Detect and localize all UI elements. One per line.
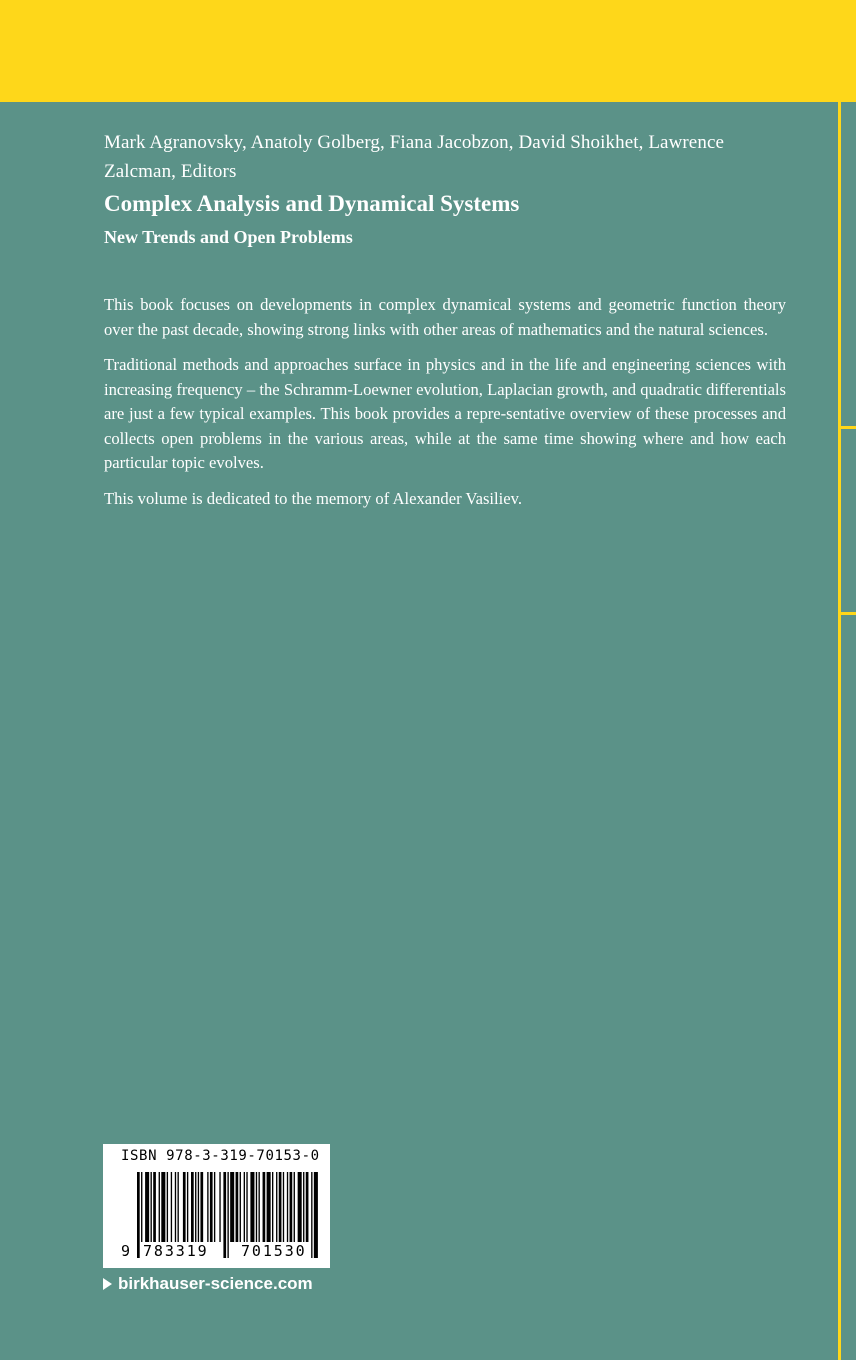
barcode-bar	[276, 1172, 277, 1242]
barcode-bar	[219, 1172, 220, 1242]
barcode-bar	[171, 1172, 172, 1242]
barcode-bar	[178, 1172, 179, 1242]
barcode-bar	[306, 1172, 309, 1242]
barcode-bar	[250, 1172, 254, 1242]
barcode-bar	[153, 1172, 156, 1242]
barcode-bar	[230, 1172, 234, 1242]
barcode-bar	[183, 1172, 186, 1242]
isbn-barcode	[103, 1144, 330, 1268]
barcode-bar	[236, 1172, 239, 1242]
spine-tick-lower	[841, 612, 856, 615]
barcode-bar	[210, 1172, 213, 1242]
barcode-bar	[246, 1172, 247, 1242]
barcode-bar	[207, 1172, 208, 1242]
book-subtitle: New Trends and Open Problems	[104, 227, 353, 247]
barcode-bar	[200, 1172, 203, 1242]
barcode-bar	[198, 1172, 199, 1242]
description-block	[104, 293, 786, 522]
barcode-bar	[314, 1172, 318, 1258]
spine-edge-line	[838, 102, 841, 1360]
ean-right-digits: 701530	[241, 1242, 307, 1260]
barcode-bar	[191, 1172, 194, 1242]
barcode-bar	[311, 1172, 312, 1258]
description-paragraph: This book focuses on developments in complex dynamical systems and geometric function theory over the past decade, showing strong links with other areas of mathematics and the natural sciences.	[104, 295, 786, 339]
book-title: Complex Analysis and Dynamical Systems	[104, 191, 520, 216]
barcode-bar	[137, 1172, 140, 1258]
editors-line: Mark Agranovsky, Anatoly Golberg, Fiana Jacobzon, David Shoikhet, Lawrence Zalcman, Editors	[104, 132, 725, 182]
description-paragraph: Traditional methods and approaches surface in physics and in the life and engineering sciences with increasing frequency – the Schramm-Loewner evolution, Laplacian growth, and quadratic differentials are just a few typical examples. This book provides a repre-sentative overview of these processes and collects open problems in the various areas, while at the same time showing where and how each particular topic evolves.	[104, 355, 786, 472]
barcode-bar	[290, 1172, 293, 1242]
barcode-bar	[141, 1172, 142, 1242]
barcode-bar	[287, 1172, 288, 1242]
barcode-bar	[244, 1172, 245, 1242]
barcode-bar	[161, 1172, 165, 1242]
top-color-band	[0, 0, 856, 102]
barcode-bar	[267, 1172, 271, 1242]
barcode-bar	[298, 1172, 302, 1242]
barcode-bar	[145, 1172, 149, 1242]
barcode-bar	[294, 1172, 295, 1242]
publisher-website[interactable]	[103, 1274, 313, 1294]
barcode-bar	[167, 1172, 168, 1242]
barcode-bar	[187, 1172, 188, 1242]
barcode-bar	[214, 1172, 215, 1242]
barcode-bar	[303, 1172, 304, 1242]
barcode-bar	[151, 1172, 152, 1242]
barcode-bar	[159, 1172, 160, 1242]
arrow-right-icon	[103, 1278, 112, 1290]
barcode-bar	[223, 1172, 226, 1258]
barcode-bar	[263, 1172, 266, 1242]
barcode-bar	[279, 1172, 282, 1242]
dedication-paragraph: This volume is dedicated to the memory of Alexander Vasiliev.	[104, 488, 522, 508]
website-label: birkhauser-science.com	[118, 1274, 313, 1293]
ean-left-digits: 783319	[143, 1242, 209, 1260]
ean-first-digit: 9	[121, 1242, 132, 1260]
barcode-bar	[259, 1172, 260, 1242]
barcode-bar	[256, 1172, 257, 1242]
barcode-bar	[227, 1172, 228, 1258]
barcode-bar	[272, 1172, 273, 1242]
barcode-bar	[175, 1172, 176, 1242]
isbn-label: ISBN 978-3-319-70153-0	[121, 1148, 320, 1164]
barcode-bar	[240, 1172, 241, 1242]
spine-tick-upper	[841, 426, 856, 429]
barcode-bar	[195, 1172, 196, 1242]
barcode-bar	[283, 1172, 284, 1242]
